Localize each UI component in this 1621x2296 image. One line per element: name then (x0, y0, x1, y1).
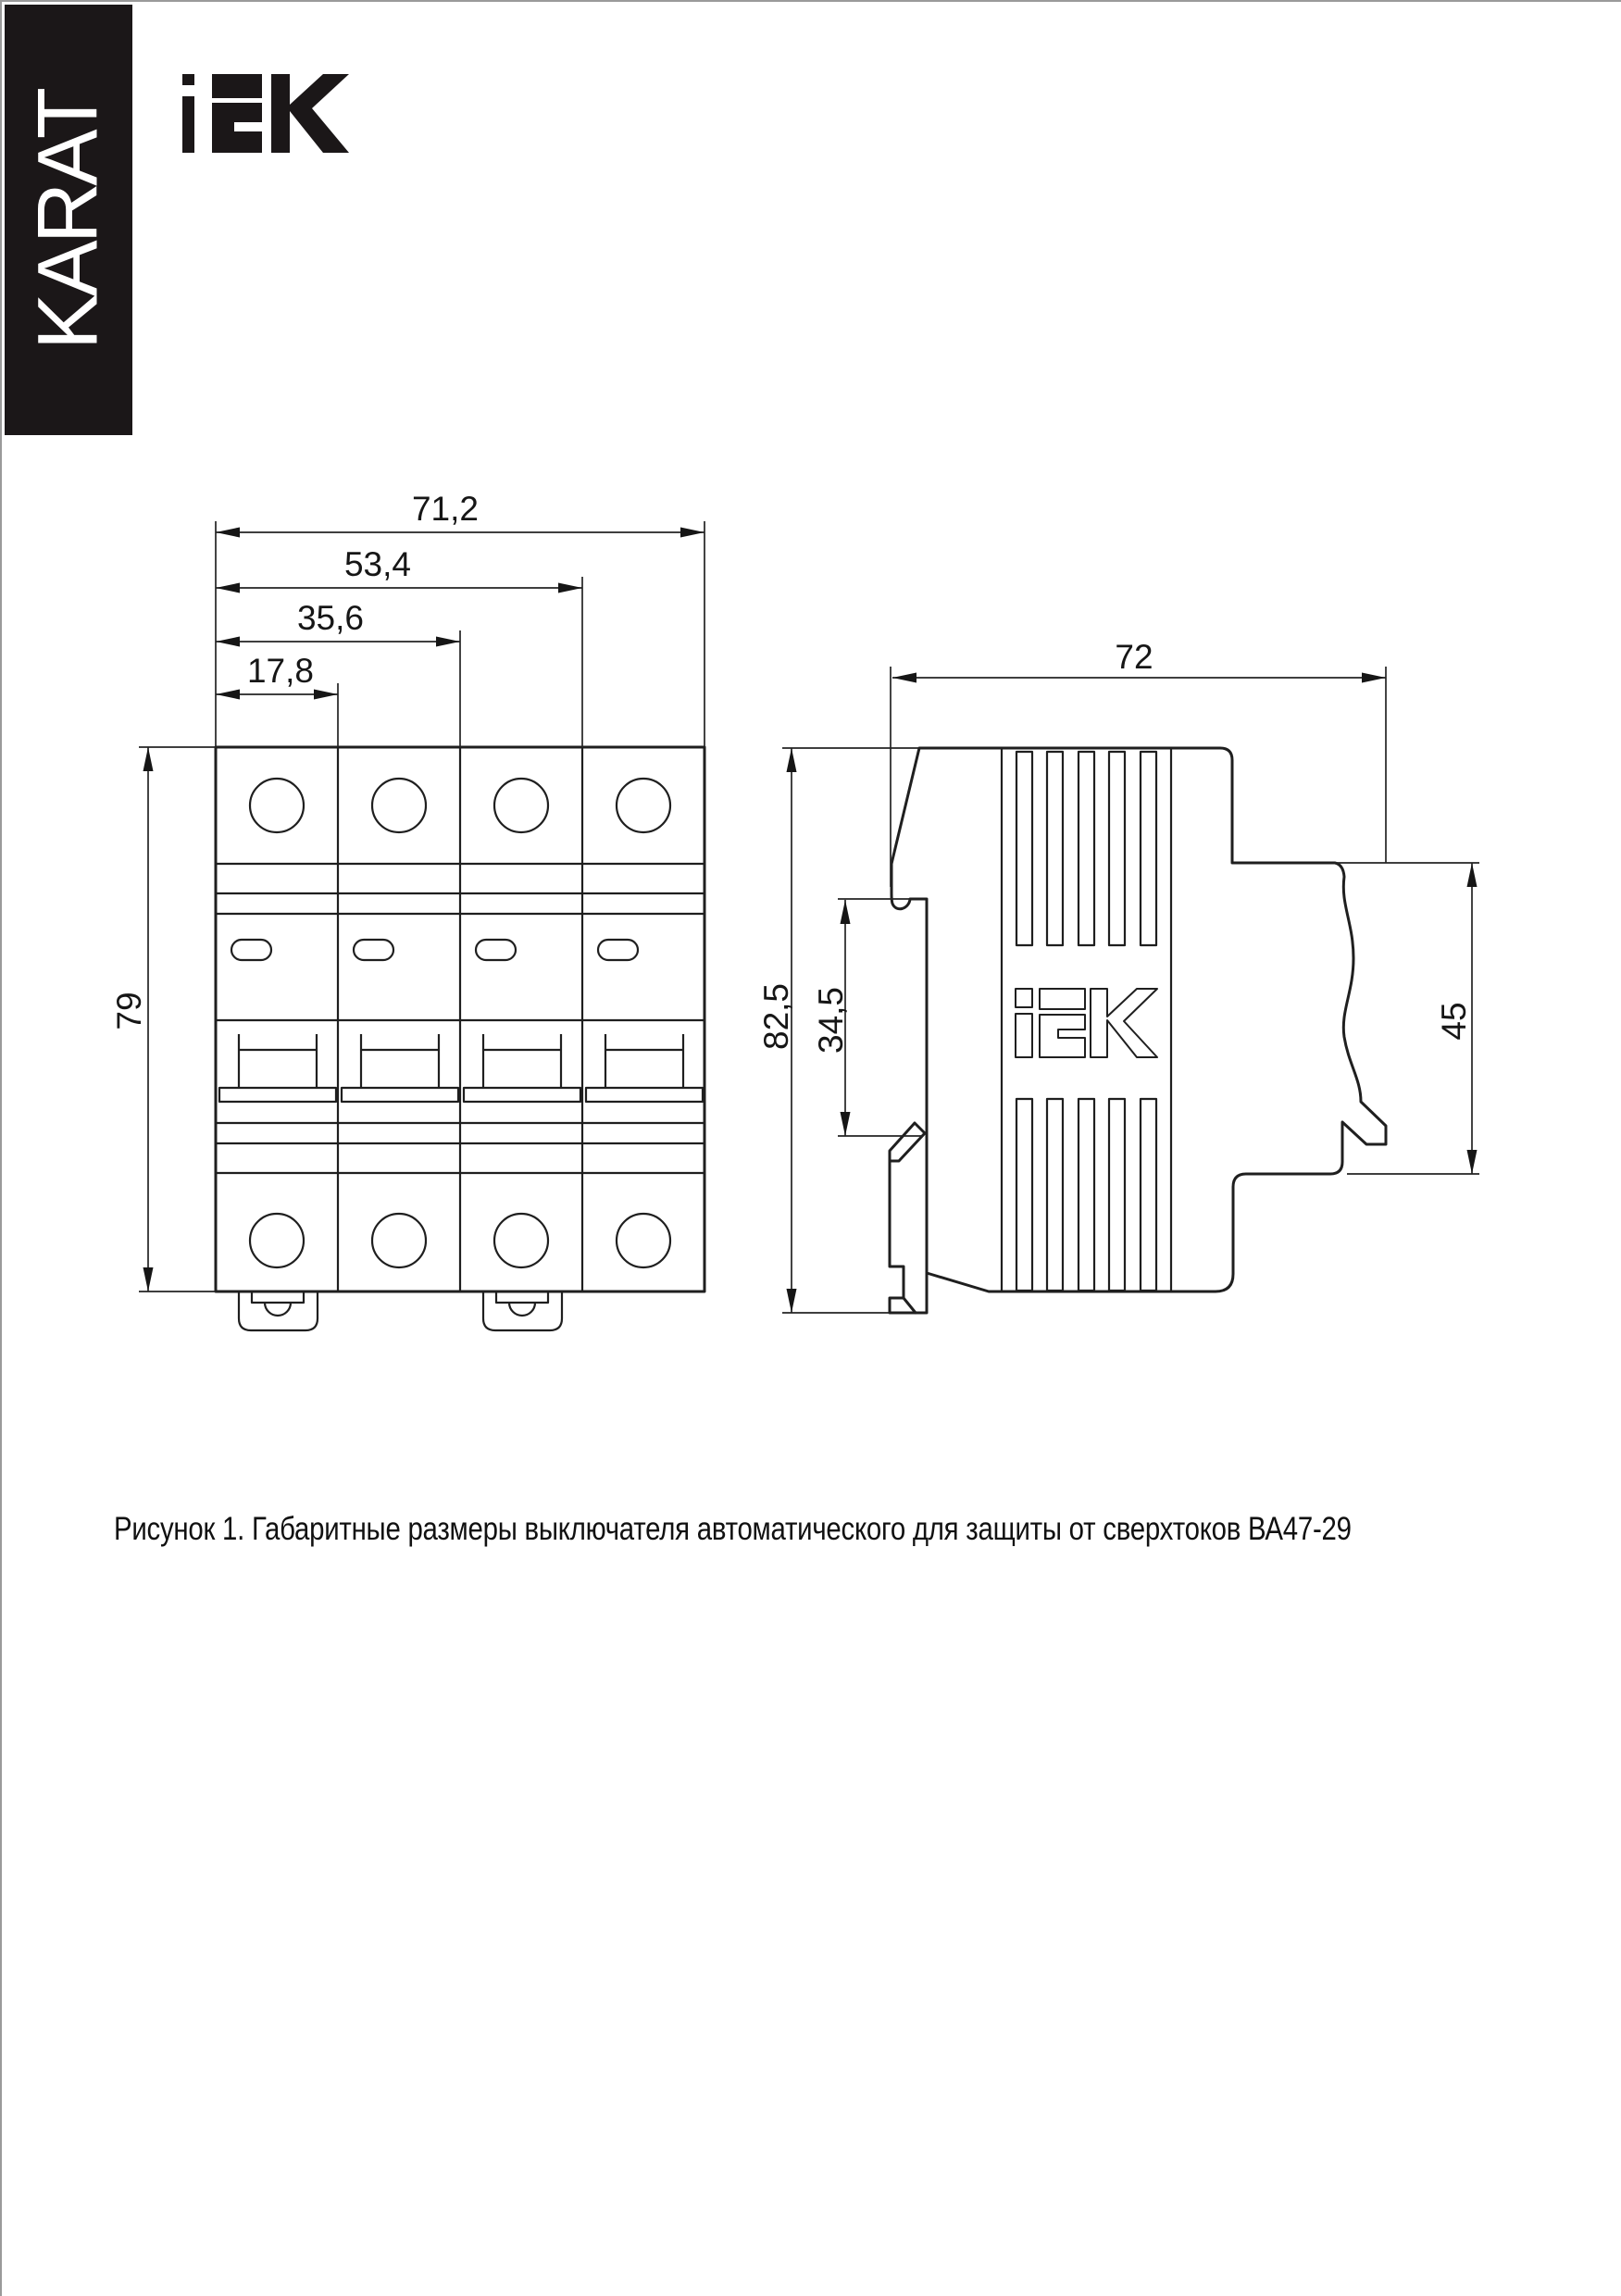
side-vent-slots-lower (1016, 1099, 1156, 1291)
front-dimensions (110, 490, 705, 1292)
side-mount-foot (890, 1161, 927, 1313)
front-label-windows (231, 940, 638, 960)
dim-terminal-depth: 45 (1435, 1002, 1473, 1041)
side-dimensions (757, 638, 1479, 1313)
dim-front-height: 79 (110, 992, 148, 1030)
front-dimension-lines (148, 532, 705, 1292)
dim-side-height: 82,5 (757, 982, 795, 1051)
side-dimension-lines (792, 678, 1472, 1313)
side-view (757, 638, 1479, 1313)
side-din-hook (890, 1123, 925, 1161)
figure-caption: Рисунок 1. Габаритные размеры выключателя автоматического для защиты от сверхтоков ВА47-29 (114, 1511, 1352, 1547)
dim-din-channel: 34,5 (812, 986, 850, 1054)
dim-width-total: 71,2 (411, 490, 480, 528)
front-view (110, 490, 705, 1330)
side-panel-edges (1002, 748, 1171, 1292)
dim-width-one-pole: 17,8 (246, 652, 315, 690)
side-extension-lines (782, 667, 1479, 1313)
front-din-clips (239, 1292, 562, 1330)
side-vent-slots-upper (1016, 752, 1156, 945)
front-extension-lines (139, 521, 705, 1292)
dim-width-three-pole: 53,4 (343, 545, 412, 583)
dim-depth: 72 (1115, 638, 1153, 676)
side-embossed-iek-logo (1016, 989, 1157, 1057)
dim-width-two-pole: 35,6 (296, 599, 365, 637)
brand-banner-text: KARAT (20, 90, 116, 350)
side-body-outline (892, 748, 1386, 1292)
